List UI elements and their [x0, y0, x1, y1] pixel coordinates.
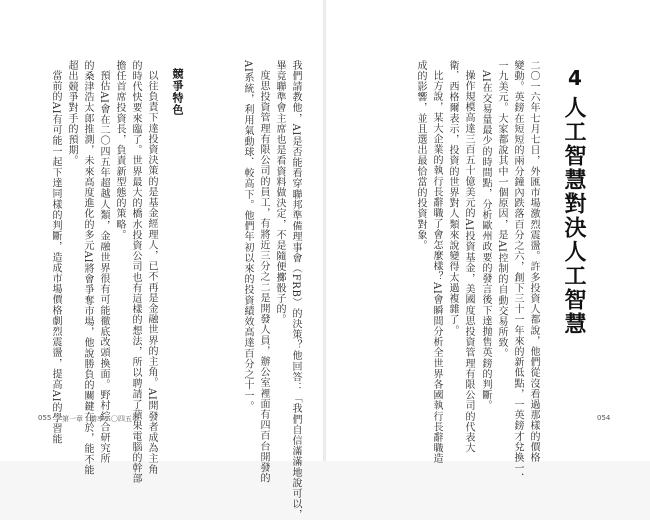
page-gutter	[323, 0, 326, 461]
body-column: AI系統，利用氣動球．較高下。他們年初以來的投資績效高達百分之十一。	[242, 60, 253, 412]
body-column: 預估AI會在二〇四五年超越人類，金融世界很有可能徹底改頭換面。野村綜合研究所	[98, 70, 109, 464]
running-head: 第一章 勝率二〇四五年	[62, 415, 139, 423]
chapter-number: 4	[568, 66, 582, 90]
body-column: 超出競爭對手的預期。	[66, 60, 77, 166]
page-number-left: 055	[38, 414, 52, 422]
body-column: 比方說，某大企業的執行長辭職了會怎麼樣？AI會瞬間分析全世界各國執行長辭職造	[431, 70, 442, 464]
body-column: 以往負責下達投資決策的是基金經理人，已不再是金融世界的主角。AI開發者成為主角	[146, 70, 157, 475]
body-column: 操作規模高達三百五十億美元的AI投資基金，美國度思投資管理有限公司的代表大	[463, 70, 474, 454]
body-column: 衛．西格爾表示，投資的世界對人類來說變得太過複雜了。	[447, 60, 458, 336]
body-column: 變動。英鎊在短短的兩分鐘內跌落百分之六，創下三十一年來的新低點，一英鎊才兌換一．	[512, 60, 523, 484]
body-column: 擔任首席投資長，負責新型態的策略。	[114, 60, 125, 241]
body-column: 二〇一六年七月七日，外匯市場激烈震盪。許多投資人都說，他們從沒看過那樣的價格	[528, 60, 539, 463]
body-column: 當前的AI有可能一起下達同樣的判斷，造成市場價格劇烈震盪，提高AI的學習能	[50, 70, 61, 445]
body-column: 的桑津浩太郎推測，未來高度進化的多元AI將會爭奪市場，他說勝負的關鍵在於，能不能	[82, 60, 93, 476]
body-column: 的時代快要來臨了。世界最大的橋水投資公司也有這樣的想法，所以聘請了蘋果電腦的幹部	[130, 60, 141, 484]
body-column: 度思投資管理有限公司的員工，有將近三分之二是開發人員，辦公室裡面有四百台開發的	[258, 70, 269, 484]
page-number-right: 054	[597, 414, 611, 422]
body-column: 一九美元。大家都說其中一個原因，是AI控制的自動交易所致。	[496, 60, 507, 359]
section-title: 競爭特色	[171, 68, 184, 116]
chapter-title: 人工智慧對決人工智慧	[561, 96, 586, 336]
body-column: 成的影響，並且選出最恰當的投資對象。	[415, 60, 426, 251]
body-column: 畢竟聯準會主席也是看資料做決定，不是隨便擲骰子的。	[274, 60, 285, 325]
body-column: AI在交易量最少的時間點，分析歐州政要的發言後下達抛售英鎊的判斷。	[480, 70, 491, 411]
body-column: 我們請教他，AI是否能看穿聯邦準備理事會（FRB）的決策？他回答：「我們自信滿滿地說可以，	[290, 60, 301, 520]
